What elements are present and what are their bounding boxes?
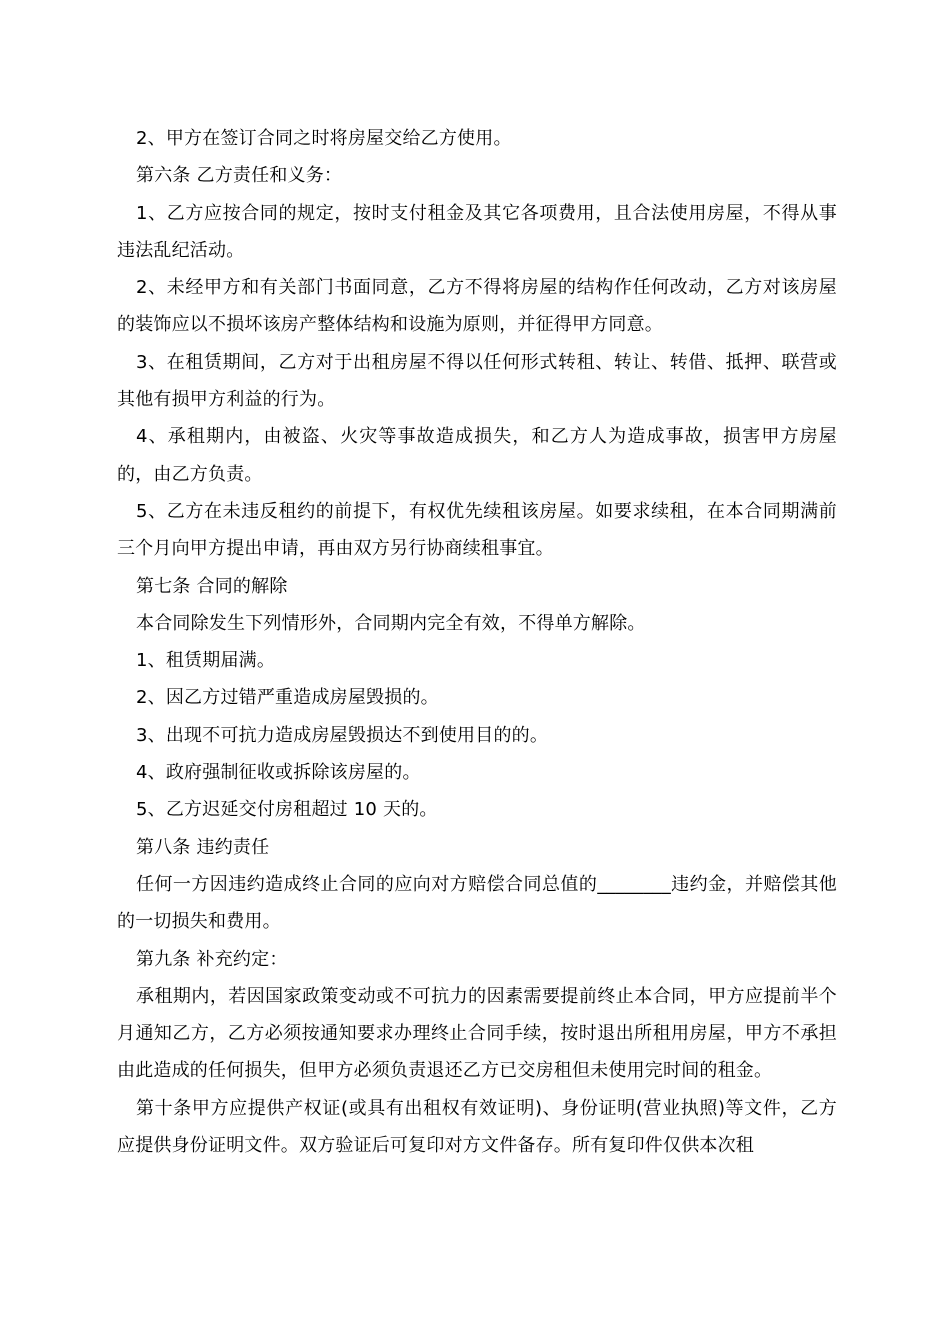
article-6-heading: 第六条 乙方责任和义务： [136,165,343,187]
article-6-item-5: 5、乙方在未违反租约的前提下，有权优先续租该房屋。如要求续租，在本合同期满前三个月向甲方提出申请，再由双方另行协商续租事宜。 [117,500,837,560]
article-6-item-1: 1、乙方应按合同的规定，按时支付租金及其它各项费用，且合法使用房屋，不得从事违法乱纪活动。 [117,202,837,261]
article-7-heading: 第七条 合同的解除 [136,575,288,597]
article-7-item-1: 1、租赁期届满。 [136,650,276,672]
article-9-heading: 第九条 补充约定： [136,948,288,970]
article-8-heading: 第八条 违约责任 [136,836,270,858]
clause-2-delivery: 2、甲方在签订合同之时将房屋交给乙方使用。 [136,128,512,149]
article-7-item-5: 5、乙方迟延交付房租超过 10 天的。 [136,799,438,821]
article-9-body: 承租期内，若因国家政策变动或不可抗力的因素需要提前终止本合同，甲方应提前半个月通知乙方，乙方必须按通知要求办理终止合同手续，按时退出所租用房屋，甲方不承担由此造成的任何损失，但甲方必须负责退还乙方已交房租但未使用完时间的租金。 [117,985,837,1082]
document-page [117,120,837,1164]
article-6-item-2: 2、未经甲方和有关部门书面同意，乙方不得将房屋的结构作任何改动，乙方对该房屋的装饰应以不损坏该房产整体结构和设施为原则，并征得甲方同意。 [117,277,837,336]
article-7-item-2: 2、因乙方过错严重造成房屋毁损的。 [136,687,439,709]
article-8-body: 任何一方因违约造成终止合同的应向对方赔偿合同总值的________违约金，并赔偿其他的一切损失和费用。 [117,873,837,933]
article-7-intro: 本合同除发生下列情形外，合同期内完全有效，不得单方解除。 [136,612,646,634]
article-7-item-4: 4、政府强制征收或拆除该房屋的。 [136,762,421,784]
article-10-body: 第十条甲方应提供产权证(或具有出租权有效证明)、身份证明(营业执照)等文件，乙方应提供身份证明文件。双方验证后可复印对方文件备存。所有复印件仅供本次租 [117,1097,837,1157]
article-7-item-3: 3、出现不可抗力造成房屋毁损达不到使用目的的。 [136,724,549,746]
article-6-item-3: 3、在租赁期间，乙方对于出租房屋不得以任何形式转租、转让、转借、抵押、联营或其他有损甲方利益的行为。 [117,351,837,411]
article-6-item-4: 4、承租期内，由被盗、火灾等事故造成损失，和乙方人为造成事故，损害甲方房屋的，由乙方负责。 [117,426,837,485]
